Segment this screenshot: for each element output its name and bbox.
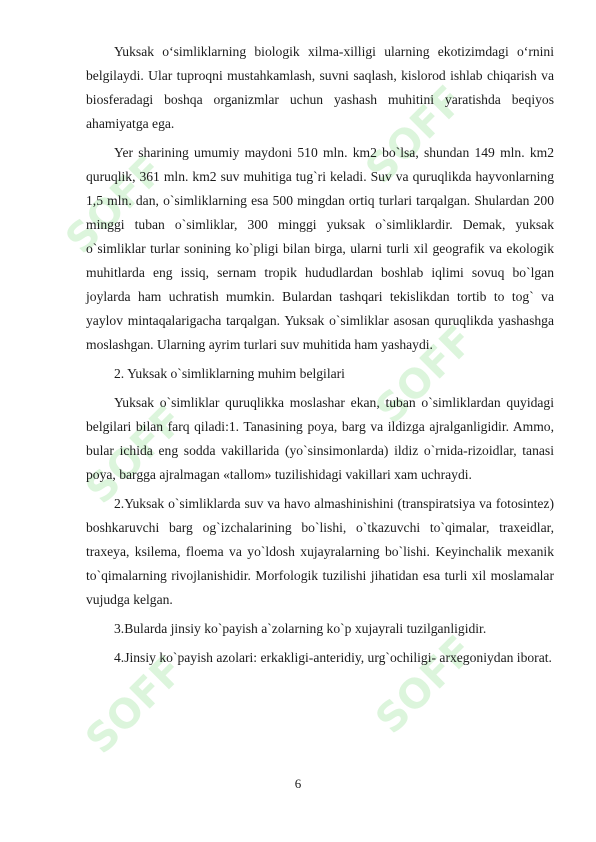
svg-text:SOFF: SOFF [77,647,193,763]
paragraph-feature-1: Yuksak o`simliklar quruqlikka moslashar ekan, tuban o`simliklardan quyidagi belgilari bilan farq qiladi:1. Tanasining poya, barg va ildizga ajralganligidir. Ammo, bular ichida eng sodda vakillarida (yo`sinsimonlarda) ildiz o`rnida-rizoidlar, tanasi poya, bargga ajralmagan «tallom» tuzilishidagi vakillari xam uchraydi. [86,395,554,482]
svg-text:SOFF: SOFF [367,627,483,743]
paragraph-intro: Yuksak o‘simliklarning biologik xilma-xilligi ularning ekotizimdagi o‘rnini belgilaydi. Ular tuproqni mustahkamlash, suvni saqlash, kislorod ishlab chiqarish va biosferadagi boshqa organizmlar uchun yashash muhitini yaratishda beqiyos ahamiyatga ega. [86,44,554,131]
page-number: 6 [294,776,302,791]
svg-text:SOFF: SOFF [77,397,193,513]
paragraph-feature-2: 2.Yuksak o`simliklarda suv va havo almashinishini (transpiratsiya va fotosintez) boshkaruvchi barg og`izchalarining bo`lishi, o`tkazuvchi to`qimalar, traxeidlar, traxeya, ksilema, floema va yo`ldosh xujayralarning bo`lishi. Keyinchalik mexanik to`qimalarning rivojlanishidir. Morfologik tuzilishi jihatidan esa turli xil moslamalar vujudga kelgan. [86,496,554,607]
paragraph-feature-4: 4.Jinsiy ko`payish azolari: erkakligi-anteridiy, urg`ochiligi- arxegoniydan iborat. [114,650,552,665]
paragraph-feature-3: 3.Bularda jinsiy ko`payish a`zolarning ko`p xujayrali tuzilganligidir. [114,621,487,636]
svg-text:SOFF: SOFF [357,77,473,193]
document-page [86,40,554,675]
svg-text:SOFF: SOFF [367,317,483,433]
section-heading: 2. Yuksak o`simliklarning muhim belgilari [114,366,345,381]
paragraph-earth-area: Yer sharining umumiy maydoni 510 mln. km2 bo`lsa, shundan 149 mln. km2 quruqlik, 361 mln. km2 suv muhitiga tug`ri keladi. Suv va quruqlikda hayvonlarning 1,5 mln. dan, o`simliklarning esa 500 mingdan ortiq turlari tarqalgan. Shulardan 200 minggi tuban o`simliklar, 300 minggi yuksak o`simliklardir. Demak, yuksak o`simliklar turlar sonining ko`pligi bilan birga, ularni turli xil geografik va ekologik muhitlarda eng issiq, sernam tropik hududlardan boshlab iqlimi sovuq bo`lgan joylarda ham uchratish mumkin. Bulardan tashqari tekislikdan tortib to tog` va yaylov mintaqalarigacha tarqalgan. Yuksak o`simliklar asosan quruqlikda yashashga moslashgan. Ularning ayrim turlari suv muhitida ham yashaydi. [86,145,554,352]
svg-text:SOFF: SOFF [57,147,173,263]
